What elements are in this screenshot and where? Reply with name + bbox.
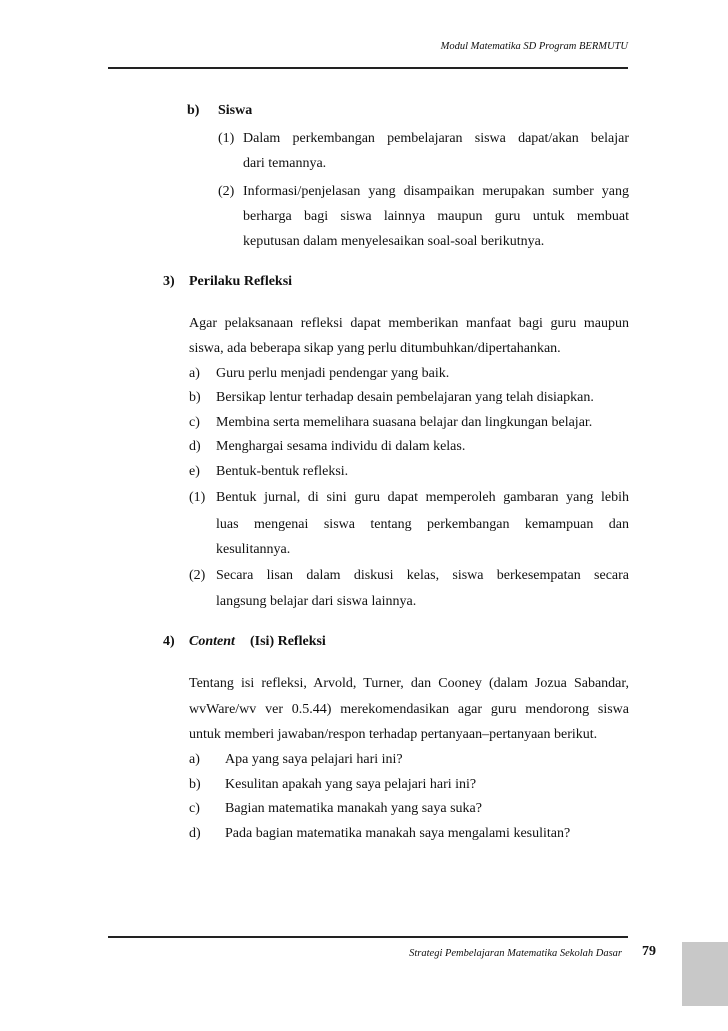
section3-sub1-num: (1) xyxy=(189,490,206,505)
siswa-label: b) xyxy=(187,103,200,118)
section3-sub2-line2: langsung belajar dari siswa lainnya. xyxy=(216,594,417,609)
siswa-item1-line2: dari temannya. xyxy=(243,156,327,171)
section4-intro-line3: untuk memberi jawaban/respon terhadap pertanyaan–pertanyaan berikut. xyxy=(189,727,598,742)
section3-item-label: e) xyxy=(189,464,200,479)
page-number: 79 xyxy=(642,944,656,959)
siswa-item2-num: (2) xyxy=(218,184,235,199)
section3-item-text: Menghargai sesama individu di dalam kelas. xyxy=(216,439,466,454)
section3-sub1-line2: luas mengenai siswa tentang perkembangan kemampuan dan xyxy=(216,517,629,532)
section3-item-text: Bersikap lentur terhadap desain pembelajaran yang telah disiapkan. xyxy=(216,390,594,405)
header-rule xyxy=(108,67,628,69)
header-title: Modul Matematika SD Program BERMUTU xyxy=(440,41,628,52)
section3-sub1-line3: kesulitannya. xyxy=(216,542,291,557)
siswa-item2-line1: Informasi/penjelasan yang disampaikan merupakan sumber yang xyxy=(243,184,629,199)
section3-item-text: Membina serta memelihara suasana belajar dan lingkungan belajar. xyxy=(216,415,593,430)
section3-item-text: Guru perlu menjadi pendengar yang baik. xyxy=(216,366,450,381)
section4-item-label: d) xyxy=(189,826,201,841)
siswa-item2-line2: berharga bagi siswa lainnya maupun guru untuk membuat xyxy=(243,209,629,224)
section3-sub2-num: (2) xyxy=(189,568,206,583)
section3-item-label: b) xyxy=(189,390,201,405)
section4-intro-line2: wvWare/wv ver 0.5.44) merekomendasikan agar guru mendorong siswa xyxy=(189,702,629,717)
footer-rule xyxy=(108,936,628,938)
footer-title: Strategi Pembelajaran Matematika Sekolah Dasar xyxy=(409,948,622,959)
section4-item-label: c) xyxy=(189,801,200,816)
section4-item-label: b) xyxy=(189,777,201,792)
section3-sub1-line1: Bentuk jurnal, di sini guru dapat memperoleh gambaran yang lebih xyxy=(216,490,629,505)
section4-num: 4) xyxy=(163,634,175,649)
section3-item-label: a) xyxy=(189,366,200,381)
section4-item-text: Pada bagian matematika manakah saya mengalami kesulitan? xyxy=(225,826,571,841)
section4-item-text: Bagian matematika manakah yang saya suka? xyxy=(225,801,482,816)
siswa-title: Siswa xyxy=(218,103,253,118)
section4-item-text: Apa yang saya pelajari hari ini? xyxy=(225,752,403,767)
section3-title: Perilaku Refleksi xyxy=(189,274,293,289)
section3-intro-line2: siswa, ada beberapa sikap yang perlu ditumbuhkan/dipertahankan. xyxy=(189,341,561,356)
section4-item-text: Kesulitan apakah yang saya pelajari hari ini? xyxy=(225,777,477,792)
section3-item-label: d) xyxy=(189,439,201,454)
section4-intro-line1: Tentang isi refleksi, Arvold, Turner, dan Cooney (dalam Jozua Sabandar, xyxy=(189,676,629,691)
section3-item-text: Bentuk-bentuk refleksi. xyxy=(216,464,349,479)
page-tab-marker xyxy=(682,942,728,1006)
section4-item-label: a) xyxy=(189,752,200,767)
section3-intro-line1: Agar pelaksanaan refleksi dapat memberikan manfaat bagi guru maupun xyxy=(189,316,629,331)
section3-item-label: c) xyxy=(189,415,200,430)
section4-title-rest: (Isi) Refleksi xyxy=(250,634,326,649)
siswa-item1-line1: Dalam perkembangan pembelajaran siswa dapat/akan belajar xyxy=(243,131,629,146)
siswa-item1-num: (1) xyxy=(218,131,235,146)
section3-sub2-line1: Secara lisan dalam diskusi kelas, siswa berkesempatan secara xyxy=(216,568,629,583)
siswa-item2-line3: keputusan dalam menyelesaikan soal-soal berikutnya. xyxy=(243,234,545,249)
section4-title-italic: Content xyxy=(189,634,235,649)
section3-num: 3) xyxy=(163,274,175,289)
